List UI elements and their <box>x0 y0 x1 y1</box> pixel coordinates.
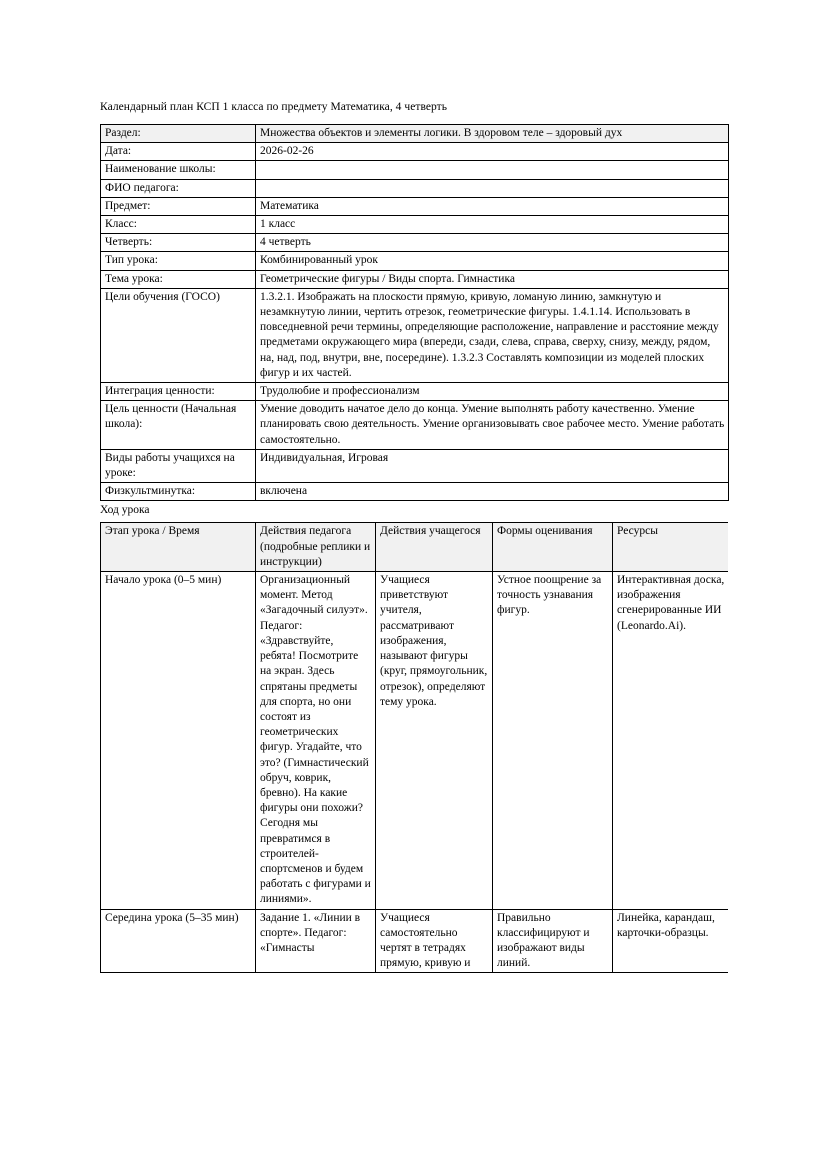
info-row-label: Раздел: <box>101 125 256 143</box>
flow-column-header: Действия учащегося <box>376 523 493 572</box>
info-row-value: Математика <box>256 197 729 215</box>
info-row <box>101 383 729 401</box>
lesson-flow-wrapper <box>100 522 728 973</box>
lesson-info-body <box>101 125 729 501</box>
info-row-label: Дата: <box>101 143 256 161</box>
info-row <box>101 234 729 252</box>
info-row-value: Трудолюбие и профессионализм <box>256 383 729 401</box>
info-row-label: Виды работы учащихся на уроке: <box>101 449 256 482</box>
info-row-label: Интеграция ценности: <box>101 383 256 401</box>
info-row <box>101 197 729 215</box>
flow-column-header: Действия педагога (подробные реплики и инструкции) <box>256 523 376 572</box>
info-row-label: ФИО педагога: <box>101 179 256 197</box>
info-row-value: Множества объектов и элементы логики. В здоровом теле – здоровый дух <box>256 125 729 143</box>
flow-row <box>101 909 729 973</box>
info-row <box>101 179 729 197</box>
flow-row <box>101 572 729 909</box>
info-row <box>101 125 729 143</box>
info-row-value: 1.3.2.1. Изображать на плоскости прямую, кривую, ломаную линию, замкнутую и незамкнутую линии, чертить отрезок, геометрические фигуры. 1.4.1.14. Использовать в повседневной речи термины, определяющие расположение, направление и расстояние между предметами окружающего мира (впереди, сзади, слева, справа, сверху, снизу, между, рядом, на, над, под, внутри, вне, посередине). 1.3.2.3 Составлять композиции из моделей плоских фигур и их частей. <box>256 288 729 382</box>
flow-cell-student: Учащиеся приветствуют учителя, рассматривают изображения, называют фигуры (круг, прямоугольник, отрезок), определяют тему урока. <box>376 572 493 909</box>
info-row-label: Класс: <box>101 216 256 234</box>
info-row-value: 1 класс <box>256 216 729 234</box>
info-row-value <box>256 161 729 179</box>
page-title: Календарный план КСП 1 класса по предмету Математика, 4 четверть <box>100 101 448 113</box>
flow-column-header: Формы оценивания <box>493 523 613 572</box>
flow-cell-resources: Интерактивная доска, изображения сгенерированные ИИ (Leonardo.Ai). <box>613 572 729 909</box>
info-row <box>101 449 729 482</box>
info-row-value: Индивидуальная, Игровая <box>256 449 729 482</box>
info-row <box>101 401 729 450</box>
info-row-label: Наименование школы: <box>101 161 256 179</box>
flow-column-header: Ресурсы <box>613 523 729 572</box>
lesson-info-table <box>100 124 729 501</box>
info-row-value: Геометрические фигуры / Виды спорта. Гимнастика <box>256 270 729 288</box>
info-row <box>101 216 729 234</box>
info-row-label: Физкультминутка: <box>101 483 256 501</box>
info-row-label: Предмет: <box>101 197 256 215</box>
info-row-label: Тип урока: <box>101 252 256 270</box>
info-row <box>101 143 729 161</box>
info-row-value: 4 четверть <box>256 234 729 252</box>
flow-cell-stage: Начало урока (0–5 мин) <box>101 572 256 909</box>
lesson-flow-table <box>100 522 728 973</box>
section-caption: Ход урока <box>100 504 150 517</box>
flow-cell-teacher: Организационный момент. Метод «Загадочный силуэт». Педагог: «Здравствуйте, ребята! Посмотрите на экран. Здесь спрятаны предметы для спорта, но они состоят из геометрических фигур. Угадайте, что это? (Гимнастический обруч, коврик, бревно). На какие фигуры они похожи? Сегодня мы превратимся в строителей-спортсменов и будем работать с фигурами и линиями». <box>256 572 376 909</box>
flow-cell-resources: Линейка, карандаш, карточки-образцы. <box>613 909 729 973</box>
flow-header-row <box>101 523 729 572</box>
lesson-flow-body <box>101 572 729 973</box>
flow-cell-student: Учащиеся самостоятельно чертят в тетрадях прямую, кривую и <box>376 909 493 973</box>
info-row-label: Тема урока: <box>101 270 256 288</box>
info-row <box>101 483 729 501</box>
info-row-label: Четверть: <box>101 234 256 252</box>
info-row <box>101 270 729 288</box>
info-row <box>101 161 729 179</box>
info-row-value: 2026-02-26 <box>256 143 729 161</box>
info-row-value: Комбинированный урок <box>256 252 729 270</box>
info-row-value: Умение доводить начатое дело до конца. Умение выполнять работу качественно. Умение планировать свою деятельность. Умение организовывать свое рабочее место. Умение работать самостоятельно. <box>256 401 729 450</box>
flow-column-header: Этап урока / Время <box>101 523 256 572</box>
flow-cell-assessment: Устное поощрение за точность узнавания фигур. <box>493 572 613 909</box>
info-row-label: Цели обучения (ГОСО) <box>101 288 256 382</box>
flow-cell-assessment: Правильно классифицируют и изображают виды линий. <box>493 909 613 973</box>
info-row-label: Цель ценности (Начальная школа): <box>101 401 256 450</box>
info-row-value: включена <box>256 483 729 501</box>
info-row <box>101 252 729 270</box>
info-row <box>101 288 729 382</box>
info-row-value <box>256 179 729 197</box>
lesson-flow-head <box>101 523 729 572</box>
flow-cell-teacher: Задание 1. «Линии в спорте». Педагог: «Гимнасты <box>256 909 376 973</box>
flow-cell-stage: Середина урока (5–35 мин) <box>101 909 256 973</box>
